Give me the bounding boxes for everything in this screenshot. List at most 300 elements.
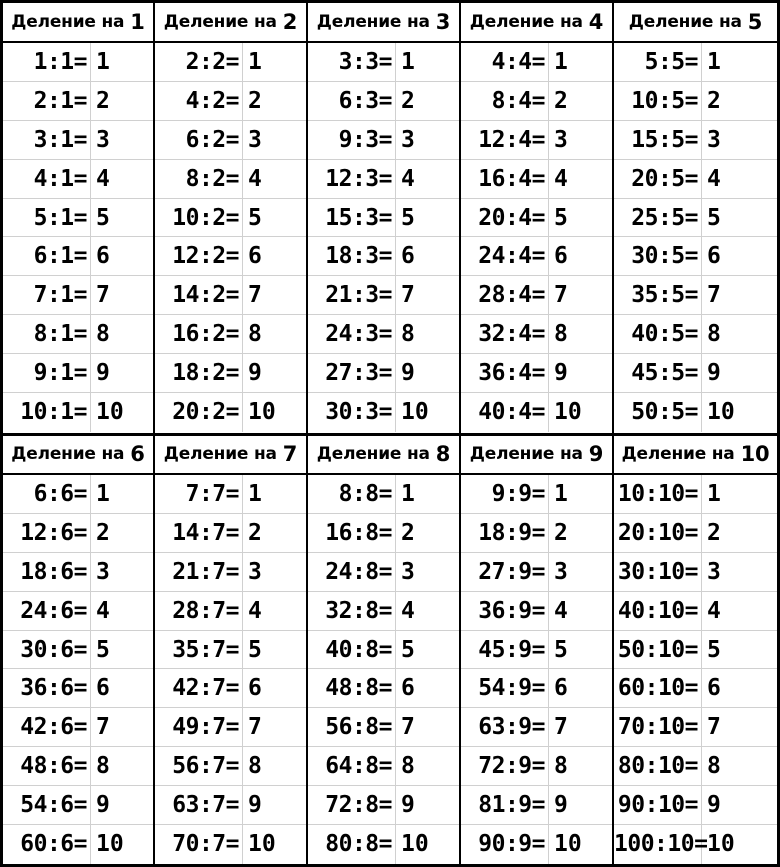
division-result: 3	[401, 126, 415, 153]
division-result: 4	[96, 597, 110, 624]
header-divisor: 10	[740, 442, 770, 466]
table-row	[308, 631, 459, 670]
division-result: 5	[401, 204, 415, 231]
table-row	[3, 43, 153, 82]
table-row	[155, 669, 306, 708]
division-expression: 5:5=	[614, 43, 702, 81]
division-result: 8	[401, 753, 415, 780]
table-row	[3, 786, 153, 825]
division-result: 4	[554, 165, 568, 192]
table-row	[3, 393, 153, 432]
table-row	[155, 747, 306, 786]
division-expression: 40:10=	[614, 592, 702, 630]
division-expression: 28:7=	[155, 592, 243, 630]
division-result: 10	[554, 831, 582, 858]
table-row	[614, 708, 777, 747]
header-label: Деление на	[628, 12, 742, 32]
division-result: 7	[401, 714, 415, 741]
header-label: Деление на	[469, 444, 583, 464]
division-result: 5	[707, 636, 721, 663]
division-table-10	[614, 435, 777, 864]
table-row	[308, 354, 459, 393]
division-table-8	[308, 435, 461, 864]
division-expression: 20:2=	[155, 393, 243, 432]
table-row	[461, 82, 612, 121]
division-expression: 32:8=	[308, 592, 396, 630]
division-expression: 28:4=	[461, 276, 549, 314]
division-expression: 24:3=	[308, 315, 396, 353]
header-label: Деление на	[163, 444, 277, 464]
division-result: 7	[707, 282, 721, 309]
table-row	[308, 276, 459, 315]
division-expression: 30:5=	[614, 237, 702, 275]
header-divisor: 2	[282, 10, 298, 34]
division-result: 10	[707, 399, 735, 426]
header-label: Деление на	[11, 12, 125, 32]
table-row	[155, 786, 306, 825]
division-result: 8	[554, 321, 568, 348]
division-result: 3	[96, 558, 110, 585]
table-row	[461, 237, 612, 276]
table-row	[614, 121, 777, 160]
table-row	[308, 786, 459, 825]
header-label: Деление на	[11, 444, 125, 464]
table-row	[308, 514, 459, 553]
division-expression: 8:4=	[461, 82, 549, 120]
division-result: 3	[707, 558, 721, 585]
table-row	[614, 43, 777, 82]
division-result: 8	[96, 753, 110, 780]
table-row	[461, 553, 612, 592]
division-result: 1	[707, 49, 721, 75]
division-result: 4	[707, 165, 721, 192]
division-result: 8	[707, 753, 721, 780]
table-row	[308, 237, 459, 276]
division-expression: 4:2=	[155, 82, 243, 120]
table-row	[614, 825, 777, 864]
division-expression: 63:7=	[155, 786, 243, 824]
division-table-1	[3, 3, 155, 434]
division-expression: 45:5=	[614, 354, 702, 392]
division-expression: 24:6=	[3, 592, 91, 630]
header-divisor: 9	[588, 442, 604, 466]
division-expression: 30:6=	[3, 631, 91, 669]
division-result: 10	[401, 399, 429, 426]
division-result: 2	[401, 519, 415, 546]
table-row	[614, 160, 777, 199]
division-result: 1	[401, 481, 415, 507]
table-row	[3, 199, 153, 238]
division-expression: 16:8=	[308, 514, 396, 552]
division-expression: 8:2=	[155, 160, 243, 198]
table-row	[3, 669, 153, 708]
division-result: 3	[554, 558, 568, 585]
table-row	[155, 553, 306, 592]
table-row	[155, 393, 306, 432]
table-row	[308, 43, 459, 82]
division-expression: 6:3=	[308, 82, 396, 120]
division-result: 1	[248, 481, 262, 507]
division-expression: 14:7=	[155, 514, 243, 552]
table-row	[3, 475, 153, 514]
division-expression: 24:4=	[461, 237, 549, 275]
division-expression: 2:2=	[155, 43, 243, 81]
division-result: 8	[554, 753, 568, 780]
division-expression: 48:8=	[308, 669, 396, 707]
division-expression: 16:2=	[155, 315, 243, 353]
division-result: 8	[248, 753, 262, 780]
table-row	[461, 43, 612, 82]
table-row	[614, 631, 777, 670]
division-result: 7	[554, 282, 568, 309]
division-expression: 9:1=	[3, 354, 91, 392]
division-result: 9	[707, 792, 721, 819]
table-row	[155, 708, 306, 747]
table-row	[614, 669, 777, 708]
division-table-3	[308, 3, 461, 434]
division-expression: 27:9=	[461, 553, 549, 591]
division-expression: 14:2=	[155, 276, 243, 314]
table-row	[3, 315, 153, 354]
table-row	[308, 393, 459, 432]
division-expression: 18:6=	[3, 553, 91, 591]
division-result: 7	[96, 714, 110, 741]
division-result: 5	[554, 204, 568, 231]
division-result: 6	[707, 675, 721, 702]
division-result: 3	[554, 126, 568, 153]
division-expression: 10:2=	[155, 199, 243, 237]
division-expression: 40:8=	[308, 631, 396, 669]
division-expression: 20:5=	[614, 160, 702, 198]
division-expression: 9:3=	[308, 121, 396, 159]
division-expression: 50:5=	[614, 393, 702, 432]
table-row	[155, 354, 306, 393]
table-header	[461, 3, 612, 43]
division-result: 9	[401, 360, 415, 387]
division-expression: 20:10=	[614, 514, 702, 552]
table-row	[155, 121, 306, 160]
header-divisor: 3	[435, 10, 451, 34]
table-row	[614, 354, 777, 393]
division-result: 5	[248, 636, 262, 663]
table-row	[3, 354, 153, 393]
division-expression: 24:8=	[308, 553, 396, 591]
division-result: 10	[401, 831, 429, 858]
division-table-5	[614, 3, 777, 434]
division-result: 4	[96, 165, 110, 192]
division-expression: 32:4=	[461, 315, 549, 353]
table-header	[3, 3, 153, 43]
division-expression: 40:5=	[614, 315, 702, 353]
division-result: 3	[96, 126, 110, 153]
division-result: 4	[401, 597, 415, 624]
table-row	[308, 553, 459, 592]
division-expression: 35:5=	[614, 276, 702, 314]
division-expression: 12:3=	[308, 160, 396, 198]
division-expression: 9:9=	[461, 475, 549, 513]
table-header	[614, 435, 777, 475]
division-expression: 48:6=	[3, 747, 91, 785]
division-result: 4	[248, 165, 262, 192]
division-expression: 35:7=	[155, 631, 243, 669]
table-row	[3, 237, 153, 276]
division-expression: 18:3=	[308, 237, 396, 275]
division-result: 6	[554, 243, 568, 270]
division-result: 10	[248, 399, 276, 426]
table-row	[3, 631, 153, 670]
division-result: 3	[248, 558, 262, 585]
division-expression: 25:5=	[614, 199, 702, 237]
table-row	[3, 514, 153, 553]
division-expression: 45:9=	[461, 631, 549, 669]
table-header	[461, 435, 612, 475]
division-result: 2	[707, 519, 721, 546]
header-label: Деление на	[316, 444, 430, 464]
table-row	[3, 747, 153, 786]
table-row	[461, 276, 612, 315]
division-expression: 20:4=	[461, 199, 549, 237]
table-row	[461, 354, 612, 393]
division-expression: 42:7=	[155, 669, 243, 707]
table-row	[308, 160, 459, 199]
table-row	[155, 276, 306, 315]
table-row	[3, 121, 153, 160]
header-label: Деление на	[621, 444, 735, 464]
division-result: 4	[401, 165, 415, 192]
division-result: 2	[554, 519, 568, 546]
division-result: 5	[96, 204, 110, 231]
table-row	[614, 82, 777, 121]
division-result: 8	[248, 321, 262, 348]
table-row	[461, 747, 612, 786]
table-row	[155, 631, 306, 670]
header-label: Деление на	[163, 12, 277, 32]
division-table-7	[155, 435, 308, 864]
division-table-9	[461, 435, 614, 864]
division-expression: 30:3=	[308, 393, 396, 432]
header-divisor: 5	[747, 10, 763, 34]
table-row	[155, 237, 306, 276]
table-header	[614, 3, 777, 43]
division-result: 9	[554, 360, 568, 387]
division-result: 8	[401, 321, 415, 348]
division-result: 1	[554, 49, 568, 75]
division-result: 9	[554, 792, 568, 819]
division-result: 2	[707, 87, 721, 114]
division-result: 7	[248, 282, 262, 309]
division-result: 1	[707, 481, 721, 507]
division-expression: 49:7=	[155, 708, 243, 746]
division-result: 7	[401, 282, 415, 309]
table-header	[155, 3, 306, 43]
division-expression: 8:1=	[3, 315, 91, 353]
table-row	[461, 514, 612, 553]
division-expression: 6:6=	[3, 475, 91, 513]
table-header	[308, 3, 459, 43]
division-expression: 40:4=	[461, 393, 549, 432]
division-result: 1	[96, 49, 110, 75]
table-row	[614, 553, 777, 592]
table-row	[461, 475, 612, 514]
division-expression: 3:3=	[308, 43, 396, 81]
division-result: 4	[554, 597, 568, 624]
division-result: 7	[707, 714, 721, 741]
division-result: 2	[248, 519, 262, 546]
division-result: 1	[248, 49, 262, 75]
division-expression: 12:6=	[3, 514, 91, 552]
table-row	[614, 475, 777, 514]
table-row	[308, 708, 459, 747]
division-result: 10	[96, 831, 124, 858]
table-row	[461, 315, 612, 354]
division-expression: 100:10=	[614, 825, 702, 864]
division-result: 9	[707, 360, 721, 387]
header-divisor: 6	[130, 442, 145, 466]
division-result: 5	[248, 204, 262, 231]
division-expression: 12:4=	[461, 121, 549, 159]
division-result: 2	[248, 87, 262, 114]
division-expression: 30:10=	[614, 553, 702, 591]
division-expression: 6:2=	[155, 121, 243, 159]
table-row	[155, 825, 306, 864]
division-expression: 4:4=	[461, 43, 549, 81]
division-expression: 15:3=	[308, 199, 396, 237]
tables-row-top	[3, 3, 777, 434]
table-row	[3, 708, 153, 747]
table-header	[3, 435, 153, 475]
division-result: 1	[96, 481, 110, 507]
table-row	[614, 786, 777, 825]
division-expression: 7:7=	[155, 475, 243, 513]
table-row	[155, 160, 306, 199]
division-expression: 64:8=	[308, 747, 396, 785]
table-row	[3, 82, 153, 121]
header-divisor: 7	[282, 442, 298, 466]
division-result: 6	[401, 243, 415, 270]
division-result: 6	[401, 675, 415, 702]
division-expression: 6:1=	[3, 237, 91, 275]
table-row	[461, 631, 612, 670]
division-expression: 63:9=	[461, 708, 549, 746]
division-result: 9	[96, 792, 110, 819]
division-result: 5	[96, 636, 110, 663]
division-result: 9	[96, 360, 110, 387]
division-table-4	[461, 3, 614, 434]
division-result: 2	[96, 519, 110, 546]
division-expression: 16:4=	[461, 160, 549, 198]
table-row	[461, 592, 612, 631]
division-expression: 54:9=	[461, 669, 549, 707]
division-result: 1	[554, 481, 568, 507]
division-result: 5	[554, 636, 568, 663]
division-result: 10	[96, 399, 124, 426]
division-result: 6	[707, 243, 721, 270]
table-row	[461, 393, 612, 432]
table-row	[308, 475, 459, 514]
division-expression: 7:1=	[3, 276, 91, 314]
division-result: 6	[554, 675, 568, 702]
division-expression: 18:2=	[155, 354, 243, 392]
division-result: 10	[707, 831, 735, 858]
table-row	[614, 315, 777, 354]
division-result: 2	[554, 87, 568, 114]
header-divisor: 4	[588, 10, 604, 34]
division-result: 3	[401, 558, 415, 585]
division-expression: 10:1=	[3, 393, 91, 432]
division-result: 6	[248, 675, 262, 702]
table-row	[614, 237, 777, 276]
division-result: 10	[248, 831, 276, 858]
table-row	[461, 786, 612, 825]
division-result: 2	[401, 87, 415, 114]
table-row	[308, 747, 459, 786]
table-row	[155, 82, 306, 121]
division-result: 8	[707, 321, 721, 348]
table-row	[3, 592, 153, 631]
division-result: 2	[96, 87, 110, 114]
division-expression: 80:8=	[308, 825, 396, 864]
division-result: 10	[554, 399, 582, 426]
division-expression: 3:1=	[3, 121, 91, 159]
header-label: Деление на	[469, 12, 583, 32]
division-result: 7	[248, 714, 262, 741]
division-result: 7	[96, 282, 110, 309]
division-expression: 12:2=	[155, 237, 243, 275]
division-expression: 27:3=	[308, 354, 396, 392]
division-expression: 36:9=	[461, 592, 549, 630]
table-row	[308, 669, 459, 708]
table-row	[155, 475, 306, 514]
division-expression: 56:8=	[308, 708, 396, 746]
division-result: 4	[707, 597, 721, 624]
division-table-6	[3, 435, 155, 864]
table-row	[3, 825, 153, 864]
division-result: 3	[707, 126, 721, 153]
division-expression: 80:10=	[614, 747, 702, 785]
division-result: 7	[554, 714, 568, 741]
division-expression: 15:5=	[614, 121, 702, 159]
table-row	[614, 393, 777, 432]
division-expression: 70:7=	[155, 825, 243, 864]
table-row	[308, 592, 459, 631]
division-expression: 2:1=	[3, 82, 91, 120]
table-row	[155, 199, 306, 238]
division-expression: 10:10=	[614, 475, 702, 513]
table-row	[155, 514, 306, 553]
division-expression: 8:8=	[308, 475, 396, 513]
table-row	[614, 592, 777, 631]
division-expression: 70:10=	[614, 708, 702, 746]
header-divisor: 8	[435, 442, 451, 466]
division-expression: 5:1=	[3, 199, 91, 237]
table-row	[155, 592, 306, 631]
table-row	[308, 121, 459, 160]
division-table-2	[155, 3, 308, 434]
division-expression: 36:6=	[3, 669, 91, 707]
division-result: 1	[401, 49, 415, 75]
division-result: 9	[248, 792, 262, 819]
division-result: 9	[248, 360, 262, 387]
division-result: 3	[248, 126, 262, 153]
table-row	[3, 276, 153, 315]
header-label: Деление на	[316, 12, 430, 32]
division-result: 5	[707, 204, 721, 231]
division-expression: 21:3=	[308, 276, 396, 314]
division-expression: 4:1=	[3, 160, 91, 198]
division-expression: 56:7=	[155, 747, 243, 785]
division-expression: 18:9=	[461, 514, 549, 552]
table-row	[3, 160, 153, 199]
